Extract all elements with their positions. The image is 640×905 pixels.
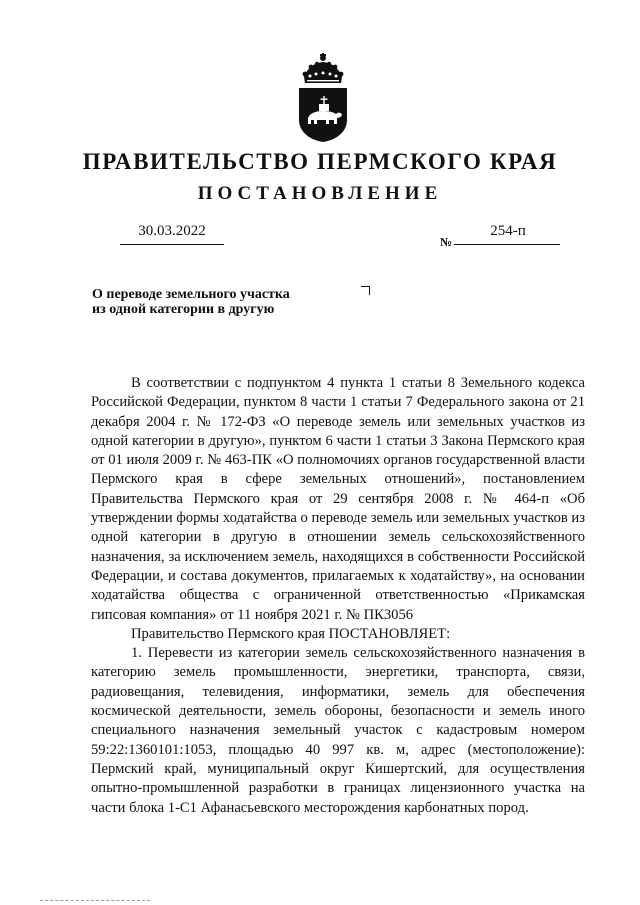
document-body (91, 374, 585, 818)
item-1-paragraph: 1. Перевести из категории земель сельскохозяйственного назначения в категорию земель промышленности, энергетики, транспорта, связи, радиовещания, телевидения, информатики, земель для обеспечения космической деятельности, земель обороны, безопасности и земель иного специального назначения земельный участок с кадастровым номером 59:22:1360101:1053, площадью 40 997 кв. м, адрес (местоположение): Пермский край, муниципальный округ Кишертский, для осуществления опытно-промышленной разработки в границах лицензионного участка на части блока 1-С1 Афанасьевского месторождения карбонатных пород. (91, 645, 585, 816)
preamble-paragraph: В соответствии с подпунктом 4 пункта 1 статьи 8 Земельного кодекса Российской Федерации, пунктом 8 части 1 статьи 7 Федерального закона от 21 декабря 2004 г. № 172-ФЗ «О переводе земель или земельных участков из одной категории в другую», пунктом 6 части 1 статьи 3 Закона Пермского края от 01 июля 2009 г. № 463-ПК «О полномочиях органов государственной власти Пермского края в сфере земельных отношений», постановлением Правительства Пермского края от 29 сентября 2008 г. № 464-п «Об утверждении формы ходатайства о переводе земель или земельных участков из одной категории в другую в отношении земель сельскохозяйственного назначения, за исключением земель, находящихся в собственности Российской Федерации, и состава документов, прилагаемых к ходатайству», на основании ходатайства общества с ограниченной ответственностью «Прикамская гипсовая компания» от 11 ноября 2021 г. № ПК3056 (91, 375, 585, 623)
government-title: ПРАВИТЕЛЬСТВО ПЕРМСКОГО КРАЯ (82, 149, 558, 174)
number-underline (454, 244, 560, 245)
coat-of-arms-icon (296, 52, 350, 142)
scan-edge-line (40, 900, 150, 902)
subject-line-2: из одной категории в другую (92, 302, 275, 317)
resolves-paragraph: Правительство Пермского края ПОСТАНОВЛЯЕТ: (131, 625, 451, 642)
number-sign: № (440, 235, 453, 249)
subject-line-1: О переводе земельного участка (92, 287, 290, 302)
document-type: ПОСТАНОВЛЕНИЕ (197, 183, 443, 204)
date-underline (120, 244, 224, 245)
document-date: 30.03.2022 (138, 223, 206, 239)
corner-bracket-mark (361, 286, 370, 295)
document-number: 254-п (490, 223, 526, 239)
document-subject (92, 287, 352, 317)
